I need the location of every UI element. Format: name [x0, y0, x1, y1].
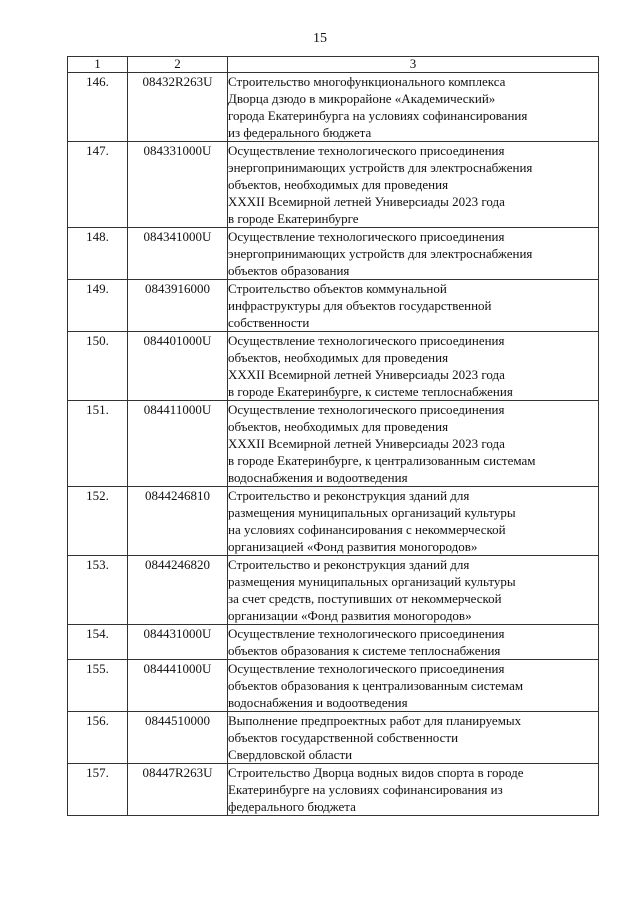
- row-code: 084441000U: [128, 660, 228, 712]
- row-code: 0844246820: [128, 556, 228, 625]
- row-code: 084401000U: [128, 332, 228, 401]
- row-code: 084431000U: [128, 625, 228, 660]
- column-header-number: 1: [68, 57, 128, 73]
- table-row: [68, 142, 599, 228]
- row-number: 157.: [68, 764, 128, 816]
- row-code: 084341000U: [128, 228, 228, 280]
- row-number: 154.: [68, 625, 128, 660]
- row-code: 08432R263U: [128, 73, 228, 142]
- row-description: Строительство объектов коммунальной инфраструктуры для объектов государственной собственности: [228, 280, 599, 332]
- row-number: 150.: [68, 332, 128, 401]
- row-number: 148.: [68, 228, 128, 280]
- row-code: 084331000U: [128, 142, 228, 228]
- row-number: 147.: [68, 142, 128, 228]
- row-description: Осуществление технологического присоединения объектов образования к системе теплоснабжения: [228, 625, 599, 660]
- row-description: Строительство многофункционального комплекса Дворца дзюдо в микрорайоне «Академический» города Екатеринбурга на условиях софинансирования из федерального бюджета: [228, 73, 599, 142]
- table-row: [68, 228, 599, 280]
- row-number: 156.: [68, 712, 128, 764]
- column-header-description: 3: [228, 57, 599, 73]
- row-number: 149.: [68, 280, 128, 332]
- table-row: [68, 73, 599, 142]
- row-description: Строительство и реконструкция зданий для размещения муниципальных организаций культуры за счет средств, поступивших от некоммерческой организации «Фонд развития моногородов»: [228, 556, 599, 625]
- row-code: 08447R263U: [128, 764, 228, 816]
- program-codes-table: [67, 56, 599, 816]
- table-row: [68, 660, 599, 712]
- table-row: [68, 487, 599, 556]
- table-row: [68, 712, 599, 764]
- table-row: [68, 280, 599, 332]
- table-row: [68, 401, 599, 487]
- row-description: Строительство и реконструкция зданий для размещения муниципальных организаций культуры на условиях софинансирования с некоммерческой организацией «Фонд развития моногородов»: [228, 487, 599, 556]
- column-header-code: 2: [128, 57, 228, 73]
- row-number: 155.: [68, 660, 128, 712]
- table-row: [68, 556, 599, 625]
- row-number: 153.: [68, 556, 128, 625]
- row-description: Осуществление технологического присоединения объектов образования к централизованным системам водоснабжения и водоотведения: [228, 660, 599, 712]
- table-header-row: [68, 57, 599, 73]
- row-description: Осуществление технологического присоединения объектов, необходимых для проведения XXXII Всемирной летней Универсиады 2023 года в городе Екатеринбурге, к системе теплоснабжения: [228, 332, 599, 401]
- table-row: [68, 625, 599, 660]
- row-code: 0843916000: [128, 280, 228, 332]
- row-description: Осуществление технологического присоединения энергопринимающих устройств для электроснабжения объектов образования: [228, 228, 599, 280]
- page-number: 15: [313, 31, 327, 46]
- table-row: [68, 764, 599, 816]
- row-code: 0844246810: [128, 487, 228, 556]
- table-row: [68, 332, 599, 401]
- row-description: Осуществление технологического присоединения энергопринимающих устройств для электроснабжения объектов, необходимых для проведения XXXII Всемирной летней Универсиады 2023 года в городе Екатеринбурге: [228, 142, 599, 228]
- row-number: 151.: [68, 401, 128, 487]
- row-number: 146.: [68, 73, 128, 142]
- row-number: 152.: [68, 487, 128, 556]
- row-description: Строительство Дворца водных видов спорта в городе Екатеринбурге на условиях софинансирования из федерального бюджета: [228, 764, 599, 816]
- row-description: Осуществление технологического присоединения объектов, необходимых для проведения XXXII Всемирной летней Универсиады 2023 года в городе Екатеринбурге, к централизованным системам водоснабжения и водоотведения: [228, 401, 599, 487]
- row-code: 0844510000: [128, 712, 228, 764]
- row-code: 084411000U: [128, 401, 228, 487]
- row-description: Выполнение предпроектных работ для планируемых объектов государственной собственности Свердловской области: [228, 712, 599, 764]
